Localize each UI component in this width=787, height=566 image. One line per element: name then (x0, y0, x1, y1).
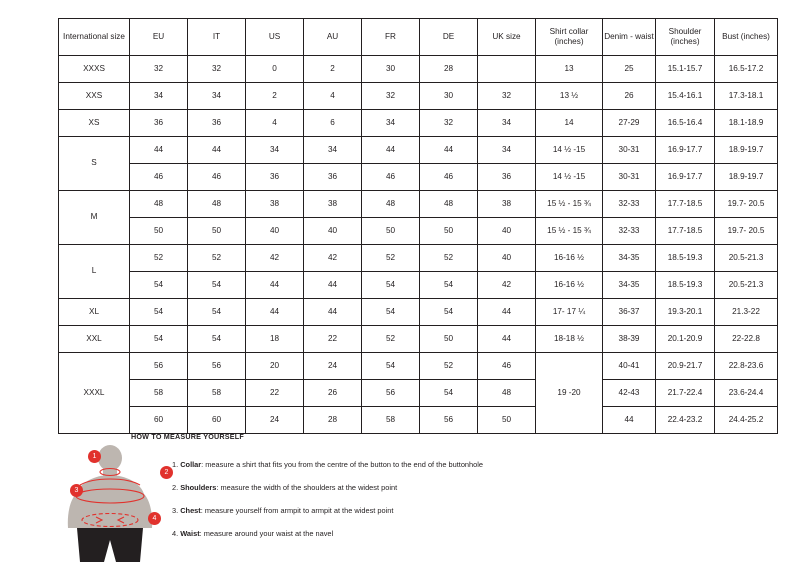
cell-us: 18 (246, 326, 304, 353)
table-row (59, 164, 778, 191)
cell-shoulder: 20.1-20.9 (656, 326, 715, 353)
cell-au: 42 (304, 245, 362, 272)
cell-uk: 36 (478, 164, 536, 191)
cell-uk: 44 (478, 299, 536, 326)
column-header-de: DE (420, 19, 478, 56)
cell-uk: 50 (478, 407, 536, 434)
cell-bust: 19.7- 20.5 (715, 191, 778, 218)
cell-de: 50 (420, 218, 478, 245)
cell-fr: 32 (362, 83, 420, 110)
callout-marker-3: 3 (70, 484, 83, 497)
cell-denim: 32-33 (603, 218, 656, 245)
cell-fr: 54 (362, 353, 420, 380)
column-header-fr: FR (362, 19, 420, 56)
cell-it: 48 (188, 191, 246, 218)
cell-international-size: XXXS (59, 56, 130, 83)
measure-instruction-text: : measure around your waist at the navel (199, 529, 334, 539)
cell-eu: 50 (130, 218, 188, 245)
cell-au: 40 (304, 218, 362, 245)
cell-au: 22 (304, 326, 362, 353)
table-row (59, 83, 778, 110)
cell-au: 28 (304, 407, 362, 434)
cell-uk: 32 (478, 83, 536, 110)
table-row (59, 245, 778, 272)
cell-us: 22 (246, 380, 304, 407)
cell-fr: 56 (362, 380, 420, 407)
cell-au: 4 (304, 83, 362, 110)
cell-collar: 18-18 ½ (536, 326, 603, 353)
cell-bust: 23.6-24.4 (715, 380, 778, 407)
column-header-shirt-collar: Shirt collar (inches) (536, 19, 603, 56)
cell-denim: 32-33 (603, 191, 656, 218)
cell-us: 2 (246, 83, 304, 110)
cell-us: 44 (246, 272, 304, 299)
cell-au: 26 (304, 380, 362, 407)
cell-eu: 54 (130, 326, 188, 353)
cell-international-size: XXL (59, 326, 130, 353)
cell-uk: 48 (478, 380, 536, 407)
cell-us: 42 (246, 245, 304, 272)
measure-instruction (172, 460, 692, 470)
table-row (59, 299, 778, 326)
cell-shoulder: 17.7-18.5 (656, 191, 715, 218)
cell-denim: 34-35 (603, 245, 656, 272)
cell-denim: 44 (603, 407, 656, 434)
cell-international-size: XL (59, 299, 130, 326)
cell-de: 48 (420, 191, 478, 218)
cell-shoulder: 15.4-16.1 (656, 83, 715, 110)
cell-collar: 14 (536, 110, 603, 137)
callout-marker-1: 1 (88, 450, 101, 463)
how-to-measure-title: HOW TO MEASURE YOURSELF (131, 432, 244, 441)
cell-it: 54 (188, 272, 246, 299)
cell-us: 40 (246, 218, 304, 245)
cell-us: 20 (246, 353, 304, 380)
cell-collar: 14 ½ -15 (536, 164, 603, 191)
cell-de: 28 (420, 56, 478, 83)
column-header-us: US (246, 19, 304, 56)
cell-international-size: XS (59, 110, 130, 137)
cell-bust: 20.5-21.3 (715, 272, 778, 299)
cell-eu: 56 (130, 353, 188, 380)
cell-fr: 34 (362, 110, 420, 137)
table-row (59, 110, 778, 137)
cell-collar: 13 ½ (536, 83, 603, 110)
cell-de: 52 (420, 353, 478, 380)
measure-instruction-number: 2. (172, 483, 181, 493)
measurement-figure (60, 444, 170, 566)
table-row (59, 272, 778, 299)
how-to-measure-list (172, 460, 692, 553)
cell-bust: 20.5-21.3 (715, 245, 778, 272)
cell-us: 38 (246, 191, 304, 218)
cell-shoulder: 21.7-22.4 (656, 380, 715, 407)
cell-de: 44 (420, 137, 478, 164)
cell-fr: 30 (362, 56, 420, 83)
cell-collar: 14 ½ -15 (536, 137, 603, 164)
table-row (59, 353, 778, 380)
cell-fr: 46 (362, 164, 420, 191)
cell-shoulder: 17.7-18.5 (656, 218, 715, 245)
body-diagram-icon (60, 444, 170, 566)
cell-uk: 34 (478, 110, 536, 137)
cell-shoulder: 15.1-15.7 (656, 56, 715, 83)
cell-international-size: M (59, 191, 130, 245)
table-body (59, 56, 778, 434)
cell-denim: 30-31 (603, 137, 656, 164)
table-row (59, 137, 778, 164)
cell-shoulder: 20.9-21.7 (656, 353, 715, 380)
cell-shoulder: 19.3-20.1 (656, 299, 715, 326)
column-header-denim-waist: Denim - waist (603, 19, 656, 56)
cell-it: 60 (188, 407, 246, 434)
cell-us: 36 (246, 164, 304, 191)
cell-us: 4 (246, 110, 304, 137)
cell-bust: 21.3-22 (715, 299, 778, 326)
cell-shoulder: 16.9-17.7 (656, 137, 715, 164)
measure-instruction-number: 3. (172, 506, 181, 516)
cell-denim: 34-35 (603, 272, 656, 299)
cell-us: 44 (246, 299, 304, 326)
cell-it: 58 (188, 380, 246, 407)
cell-collar: 13 (536, 56, 603, 83)
cell-au: 44 (304, 272, 362, 299)
cell-de: 52 (420, 245, 478, 272)
cell-fr: 58 (362, 407, 420, 434)
cell-fr: 52 (362, 245, 420, 272)
cell-bust: 18.1-18.9 (715, 110, 778, 137)
cell-bust: 18.9-19.7 (715, 137, 778, 164)
cell-de: 50 (420, 326, 478, 353)
cell-uk: 44 (478, 326, 536, 353)
cell-eu: 58 (130, 380, 188, 407)
cell-denim: 42-43 (603, 380, 656, 407)
cell-it: 46 (188, 164, 246, 191)
cell-denim: 27-29 (603, 110, 656, 137)
cell-au: 24 (304, 353, 362, 380)
measure-instruction (172, 529, 692, 539)
cell-au: 44 (304, 299, 362, 326)
cell-international-size: S (59, 137, 130, 191)
cell-denim: 40-41 (603, 353, 656, 380)
cell-it: 36 (188, 110, 246, 137)
cell-uk: 34 (478, 137, 536, 164)
cell-uk: 42 (478, 272, 536, 299)
cell-international-size: XXS (59, 83, 130, 110)
cell-international-size: XXXL (59, 353, 130, 434)
cell-de: 32 (420, 110, 478, 137)
cell-eu: 34 (130, 83, 188, 110)
cell-it: 34 (188, 83, 246, 110)
cell-collar: 19 -20 (536, 353, 603, 434)
cell-denim: 25 (603, 56, 656, 83)
measure-instruction (172, 483, 692, 493)
cell-fr: 48 (362, 191, 420, 218)
cell-shoulder: 16.9-17.7 (656, 164, 715, 191)
cell-collar: 17- 17 ¼ (536, 299, 603, 326)
measure-instruction (172, 506, 692, 516)
cell-uk (478, 56, 536, 83)
table-row (59, 218, 778, 245)
cell-eu: 46 (130, 164, 188, 191)
table-header-row (59, 19, 778, 56)
cell-de: 54 (420, 272, 478, 299)
cell-uk: 46 (478, 353, 536, 380)
cell-collar: 16-16 ½ (536, 245, 603, 272)
cell-denim: 26 (603, 83, 656, 110)
table-row (59, 380, 778, 407)
measure-instruction-label: Waist (180, 529, 200, 539)
cell-collar: 16-16 ½ (536, 272, 603, 299)
cell-de: 30 (420, 83, 478, 110)
cell-uk: 38 (478, 191, 536, 218)
column-header-au: AU (304, 19, 362, 56)
cell-it: 44 (188, 137, 246, 164)
cell-fr: 50 (362, 218, 420, 245)
column-header-uk-size: UK size (478, 19, 536, 56)
cell-au: 36 (304, 164, 362, 191)
cell-it: 32 (188, 56, 246, 83)
cell-au: 2 (304, 56, 362, 83)
cell-it: 50 (188, 218, 246, 245)
table-row (59, 56, 778, 83)
cell-eu: 54 (130, 299, 188, 326)
cell-eu: 44 (130, 137, 188, 164)
cell-bust: 19.7- 20.5 (715, 218, 778, 245)
column-header-shoulder: Shoulder (inches) (656, 19, 715, 56)
cell-shoulder: 18.5-19.3 (656, 272, 715, 299)
cell-au: 38 (304, 191, 362, 218)
cell-us: 34 (246, 137, 304, 164)
cell-it: 54 (188, 326, 246, 353)
measure-instruction-text: : measure yourself from armpit to armpit at the widest point (200, 506, 394, 516)
measure-instruction-label: Shoulders (180, 483, 217, 493)
cell-it: 56 (188, 353, 246, 380)
column-header-international-size: International size (59, 19, 130, 56)
cell-de: 54 (420, 299, 478, 326)
cell-bust: 22-22.8 (715, 326, 778, 353)
cell-bust: 24.4-25.2 (715, 407, 778, 434)
column-header-eu: EU (130, 19, 188, 56)
cell-collar: 15 ½ - 15 ¾ (536, 218, 603, 245)
measure-instruction-number: 1. (172, 460, 181, 469)
cell-fr: 54 (362, 272, 420, 299)
cell-au: 6 (304, 110, 362, 137)
cell-shoulder: 22.4-23.2 (656, 407, 715, 434)
callout-marker-4: 4 (148, 512, 161, 525)
cell-eu: 54 (130, 272, 188, 299)
cell-international-size: L (59, 245, 130, 299)
cell-us: 24 (246, 407, 304, 434)
cell-eu: 52 (130, 245, 188, 272)
cell-bust: 17.3-18.1 (715, 83, 778, 110)
measure-instruction-label: Collar (180, 460, 202, 469)
measure-instruction-number: 4. (172, 529, 181, 539)
cell-eu: 36 (130, 110, 188, 137)
table-row (59, 407, 778, 434)
callout-marker-2: 2 (160, 466, 173, 479)
cell-shoulder: 18.5-19.3 (656, 245, 715, 272)
cell-au: 34 (304, 137, 362, 164)
cell-it: 54 (188, 299, 246, 326)
cell-collar: 15 ½ - 15 ¾ (536, 191, 603, 218)
cell-de: 54 (420, 380, 478, 407)
cell-bust: 18.9-19.7 (715, 164, 778, 191)
cell-bust: 16.5-17.2 (715, 56, 778, 83)
cell-uk: 40 (478, 245, 536, 272)
measure-instruction-text: : measure the width of the shoulders at the widest point (216, 483, 398, 493)
cell-shoulder: 16.5-16.4 (656, 110, 715, 137)
table-row (59, 191, 778, 218)
cell-fr: 44 (362, 137, 420, 164)
cell-uk: 40 (478, 218, 536, 245)
measure-instruction-text: : measure a shirt that fits you from the centre of the button to the end of the buttonhole (201, 460, 484, 469)
cell-fr: 52 (362, 326, 420, 353)
cell-denim: 30-31 (603, 164, 656, 191)
measure-instruction-label: Chest (180, 506, 201, 516)
size-chart-table (58, 18, 778, 434)
cell-de: 56 (420, 407, 478, 434)
cell-eu: 32 (130, 56, 188, 83)
cell-denim: 36-37 (603, 299, 656, 326)
table-row (59, 326, 778, 353)
cell-de: 46 (420, 164, 478, 191)
cell-eu: 60 (130, 407, 188, 434)
cell-denim: 38-39 (603, 326, 656, 353)
cell-it: 52 (188, 245, 246, 272)
cell-eu: 48 (130, 191, 188, 218)
cell-bust: 22.8-23.6 (715, 353, 778, 380)
column-header-bust: Bust (inches) (715, 19, 778, 56)
cell-us: 0 (246, 56, 304, 83)
column-header-it: IT (188, 19, 246, 56)
cell-fr: 54 (362, 299, 420, 326)
